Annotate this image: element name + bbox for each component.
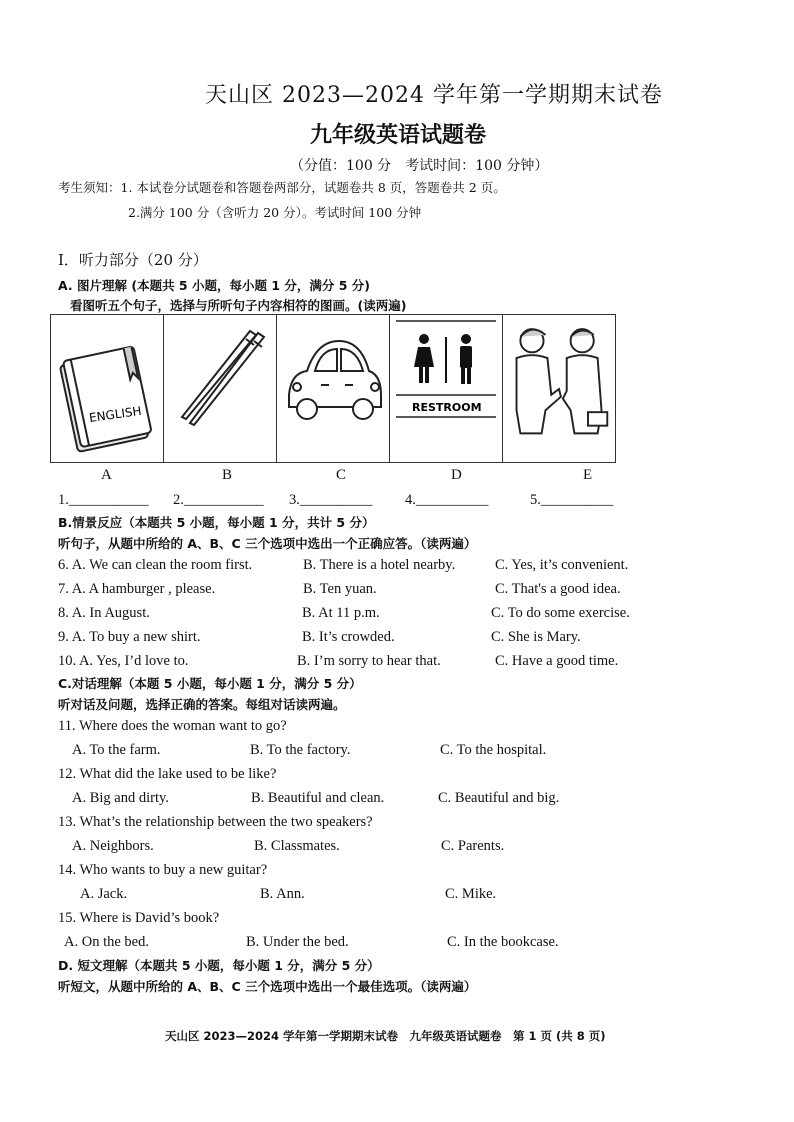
question-14-option-a: A. Jack. — [80, 886, 128, 902]
part-c-heading: C.对话理解（本题 5 小题，每小题 1 分，满分 5 分） — [58, 676, 362, 691]
picture-label-d: D — [451, 467, 462, 483]
question-8-option-b: B. At 11 p.m. — [302, 605, 380, 621]
question-15-option-a: A. On the bed. — [64, 934, 149, 950]
question-7-option-b: B. Ten yuan. — [303, 581, 377, 597]
question-6-option-c: C. Yes, it’s convenient. — [495, 557, 629, 573]
book-icon — [51, 315, 163, 462]
answer-blank-4[interactable]: 4.__________ — [405, 492, 489, 508]
answer-blank-3[interactable]: 3.__________ — [289, 492, 373, 508]
picture-label-e: E — [583, 467, 593, 483]
answer-blank-5[interactable]: 5.__________ — [530, 492, 614, 508]
picture-table — [50, 314, 616, 463]
question-7-option-c: C. That's a good idea. — [495, 581, 621, 597]
question-11-option-c: C. To the hospital. — [440, 742, 547, 758]
question-14-option-c: C. Mike. — [445, 886, 497, 902]
picture-label-a: A — [101, 467, 112, 483]
page-footer: 天山区 2023—2024 学年第一学期期末试卷 九年级英语试题卷 第 1 页 (共 8 页) — [165, 1029, 606, 1043]
question-8-option-c: C. To do some exercise. — [491, 605, 630, 621]
notice-line-2: 2.满分 100 分（含听力 20 分）。考试时间 100 分钟 — [128, 205, 422, 220]
question-9-option-b: B. It’s crowded. — [302, 629, 395, 645]
part-a-instruction: 看图听五个句子，选择与所听句子内容相符的图画。(读两遍) — [70, 298, 407, 313]
answer-blank-2[interactable]: 2.___________ — [173, 492, 264, 508]
chopsticks-icon — [164, 315, 276, 462]
question-10-option-c: C. Have a good time. — [495, 653, 619, 669]
picture-c-car — [277, 315, 390, 462]
question-12-option-a: A. Big and dirty. — [72, 790, 169, 806]
part-b-heading: B.情景反应（本题共 5 小题，每小题 1 分，共计 5 分） — [58, 515, 375, 530]
car-icon — [277, 315, 389, 462]
question-15: 15. Where is David’s book? — [58, 910, 220, 926]
handshake-icon — [503, 315, 615, 462]
question-10-option-a: 10. A. Yes, I’d love to. — [58, 653, 189, 669]
question-6-option-a: 6. A. We can clean the room first. — [58, 557, 253, 573]
part-b-instruction: 听句子，从题中所给的 A、B、C 三个选项中选出一个正确应答。（读两遍） — [58, 536, 477, 551]
question-10-option-b: B. I’m sorry to hear that. — [297, 653, 441, 669]
question-13: 13. What’s the relationship between the two speakers? — [58, 814, 373, 830]
question-13-option-a: A. Neighbors. — [72, 838, 154, 854]
question-12-option-c: C. Beautiful and big. — [438, 790, 560, 806]
picture-label-c: C — [336, 467, 347, 483]
answer-blank-1[interactable]: 1.___________ — [58, 492, 149, 508]
restroom-icon — [390, 315, 502, 462]
question-11-option-a: A. To the farm. — [72, 742, 161, 758]
part-a-heading: A. 图片理解 (本题共 5 小题，每小题 1 分，满分 5 分) — [58, 278, 370, 293]
question-11: 11. Where does the woman want to go? — [58, 718, 287, 734]
part-d-heading: D. 短文理解（本题共 5 小题，每小题 1 分，满分 5 分） — [58, 958, 380, 973]
question-15-option-c: C. In the bookcase. — [447, 934, 559, 950]
question-9-option-a: 9. A. To buy a new shirt. — [58, 629, 201, 645]
notice-line-1: 考生须知：1. 本试卷分试题卷和答题卷两部分，试题卷共 8 页，答题卷共 2 页。 — [58, 180, 506, 195]
question-9-option-c: C. She is Mary. — [491, 629, 581, 645]
question-13-option-b: B. Classmates. — [254, 838, 340, 854]
question-12: 12. What did the lake used to be like? — [58, 766, 277, 782]
part-c-instruction: 听对话及问题，选择正确的答案。每组对话读两遍。 — [58, 697, 346, 712]
question-13-option-c: C. Parents. — [441, 838, 505, 854]
question-12-option-b: B. Beautiful and clean. — [251, 790, 385, 806]
question-14: 14. Who wants to buy a new guitar? — [58, 862, 268, 878]
question-7-option-a: 7. A. A hamburger , please. — [58, 581, 216, 597]
question-14-option-b: B. Ann. — [260, 886, 305, 902]
picture-a-book — [51, 315, 164, 462]
question-11-option-b: B. To the factory. — [250, 742, 351, 758]
book-cover-text: ENGLISH — [88, 403, 143, 425]
picture-d-restroom — [390, 315, 503, 462]
section-1-title: I．听力部分（20 分） — [58, 251, 208, 269]
picture-e-handshake — [503, 315, 615, 462]
question-8-option-a: 8. A. In August. — [58, 605, 150, 621]
exam-info: （分值：100 分 考试时间：100 分钟） — [290, 158, 549, 174]
exam-subtitle: 九年级英语试题卷 — [310, 123, 487, 148]
exam-title: 天山区 2023—2024 学年第一学期期末试卷 — [205, 83, 663, 108]
question-6-option-b: B. There is a hotel nearby. — [303, 557, 456, 573]
restroom-label: RESTROOM — [412, 401, 482, 414]
part-d-instruction: 听短文，从题中所给的 A、B、C 三个选项中选出一个最佳选项。（读两遍） — [58, 979, 477, 994]
picture-b-chopsticks — [164, 315, 277, 462]
picture-label-b: B — [222, 467, 233, 483]
question-15-option-b: B. Under the bed. — [246, 934, 349, 950]
